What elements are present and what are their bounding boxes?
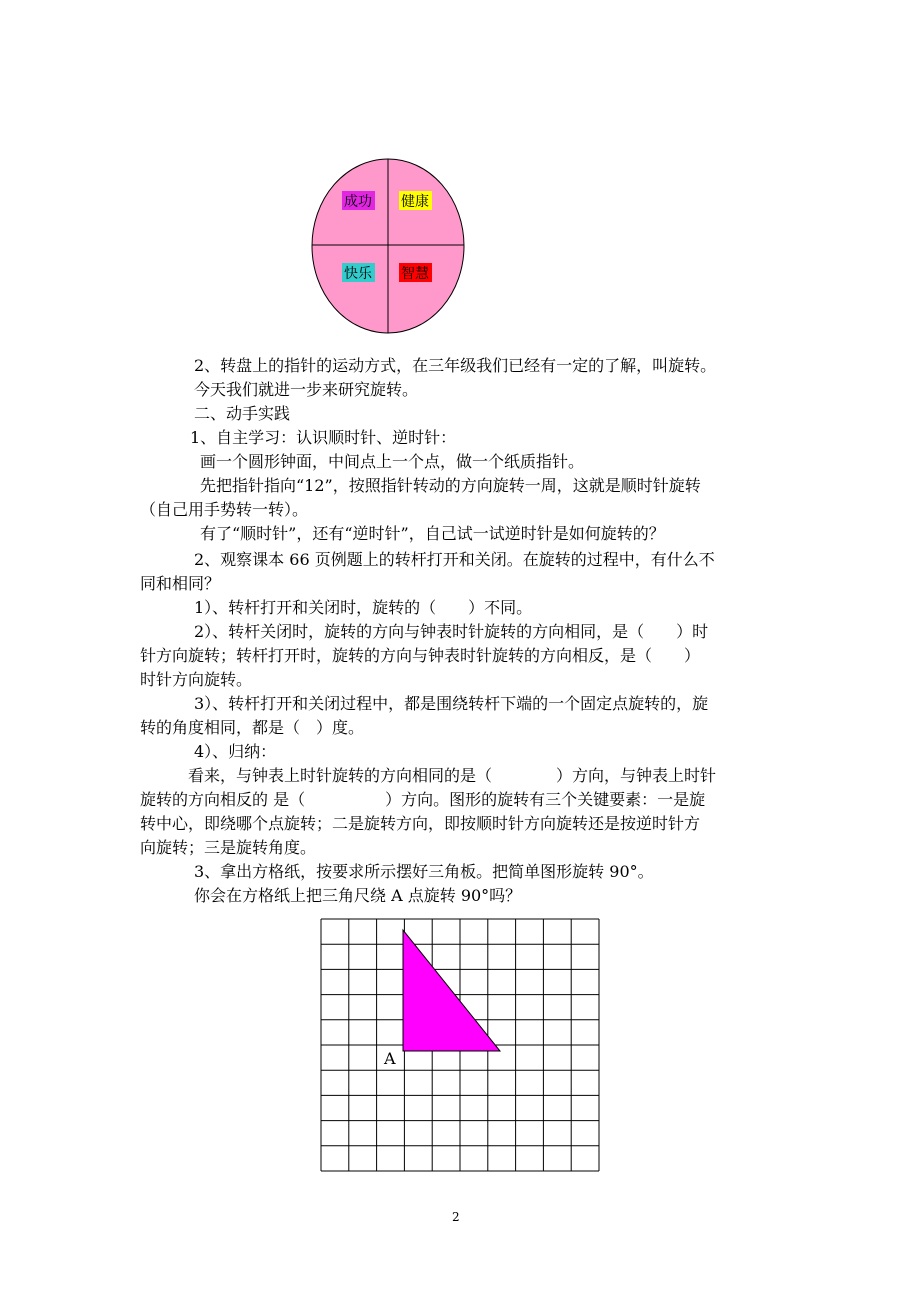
question-2-line1: 2）、转杆关闭时，旋转的方向与钟表时针旋转的方向相同，是（ ）时 — [194, 622, 709, 641]
paragraph-counterclockwise: 有了“顺时针”，还有“逆时针”，自己试一试逆时针是如何旋转的？ — [200, 524, 665, 543]
question-2-line3: 时针方向旋转。 — [140, 670, 253, 689]
question-rotate-triangle: 你会在方格纸上把三角尺绕 A 点旋转 90°吗？ — [194, 886, 522, 905]
task-heading-observe-line1: 2、观察课本 66 页例题上的转杆打开和关闭。在旋转的过程中，有什么不 — [194, 550, 715, 569]
paragraph-study-rotation: 今天我们就进一步来研究旋转。 — [194, 380, 419, 399]
summary-line3: 转中心，即绕哪个点旋转；二是旋转方向，即按顺时针方向旋转还是按逆时针方 — [140, 814, 701, 833]
sector-label-success: 成功 — [344, 194, 372, 210]
sector-label-happy: 快乐 — [344, 266, 372, 282]
grid-paper — [320, 918, 602, 1174]
task-heading-grid-paper: 3、拿出方格纸，按要求所示摆好三角板。把简单图形旋转 90°。 — [194, 862, 654, 881]
question-3-line1: 3）、转杆打开和关闭过程中，都是围绕转杆下端的一个固定点旋转的，旋 — [194, 694, 709, 713]
task-heading-self-study: 1、自主学习：认识顺时针、逆时针： — [190, 428, 457, 447]
right-triangle — [403, 930, 500, 1051]
summary-line2: 旋转的方向相反的 是（ ）方向。图形的旋转有三个关键要素：一是旋 — [140, 790, 706, 809]
page-number: 2 — [452, 1210, 460, 1224]
spinner-wheel — [310, 157, 468, 337]
summary-line1: 看来，与钟表上时针旋转的方向相同的是（ ）方向，与钟表上时针 — [188, 766, 717, 785]
sector-label-wisdom: 智慧 — [401, 266, 429, 282]
point-label-a: A — [384, 1049, 396, 1068]
paragraph-clockwise-line1: 先把指针指向“12”，按照指针转动的方向旋转一周，这就是顺时针旋转 — [200, 476, 701, 495]
section-heading-practice: 二、动手实践 — [194, 404, 291, 423]
question-1: 1）、转杆打开和关闭时，旋转的（ ）不同。 — [194, 598, 533, 617]
question-4-heading: 4）、归纳： — [194, 742, 277, 761]
sector-label-health: 健康 — [401, 194, 429, 210]
question-3-line2: 转的角度相同，都是（ ）度。 — [140, 718, 365, 737]
paragraph-clockwise-line2: （自己用手势转一转）。 — [140, 500, 309, 519]
paragraph-spinner-rotation: 2、转盘上的指针的运动方式，在三年级我们已经有一定的了解，叫旋转。 — [194, 356, 717, 375]
paragraph-draw-clock: 画一个圆形钟面，中间点上一个点，做一个纸质指针。 — [200, 452, 585, 471]
task-heading-observe-line2: 同和相同？ — [140, 574, 221, 593]
summary-line4: 向旋转；三是旋转角度。 — [140, 838, 317, 857]
question-2-line2: 针方向旋转；转杆打开时，旋转的方向与钟表时针旋转的方向相反，是（ ） — [140, 646, 701, 665]
